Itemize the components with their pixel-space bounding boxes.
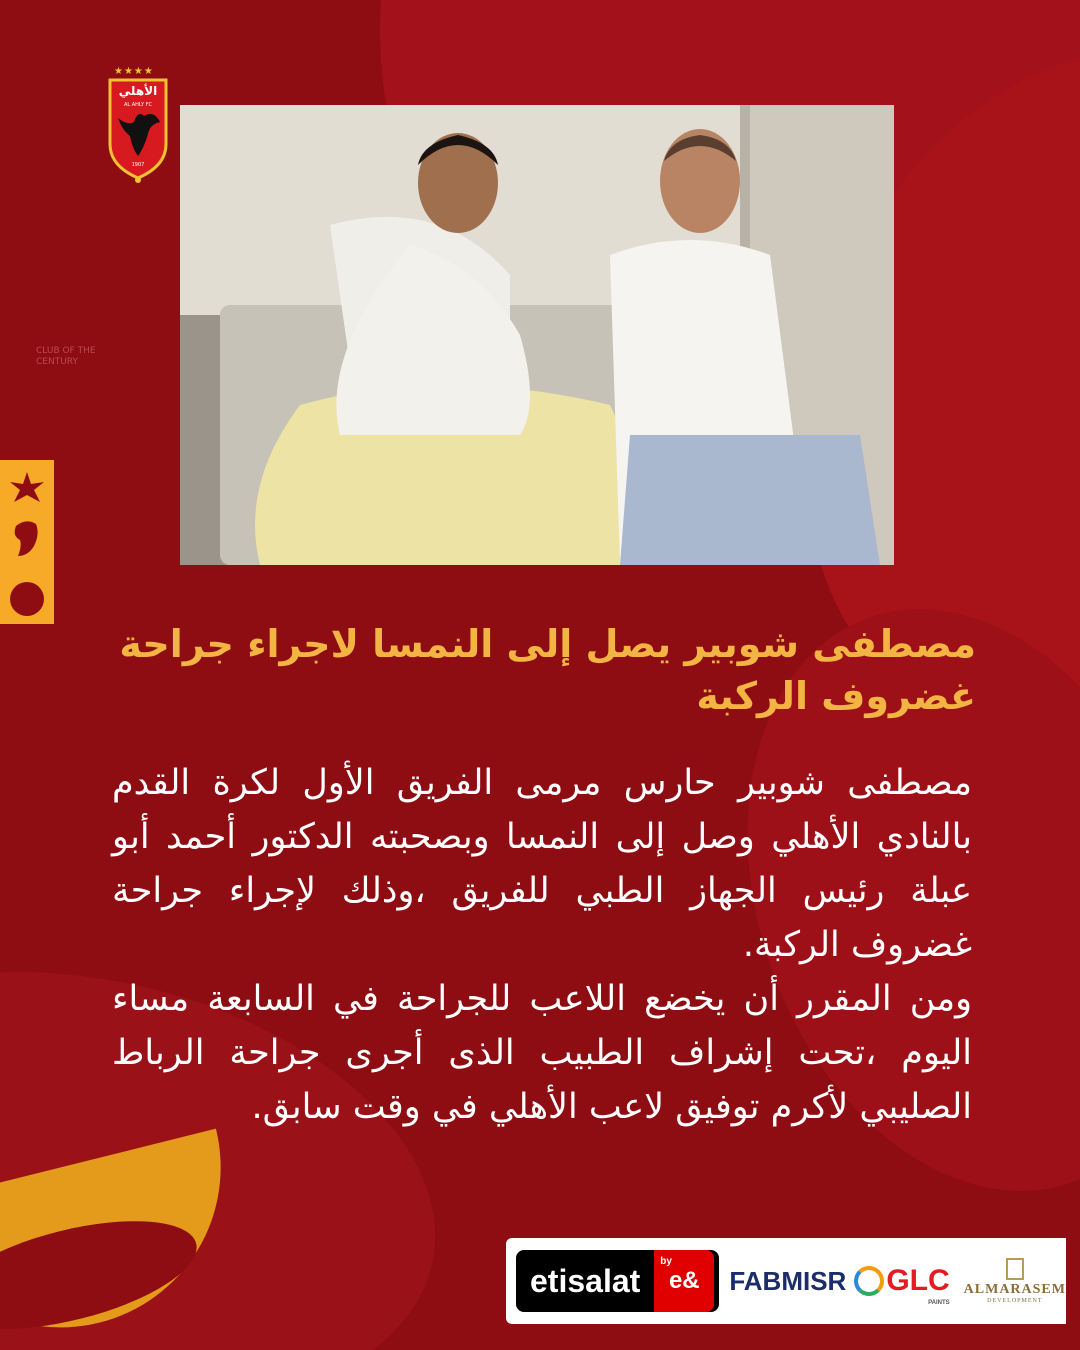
side-badge (0, 460, 54, 624)
logo-english-text: AL AHLY FC (123, 102, 153, 108)
glc-logo (854, 1264, 950, 1306)
glc-text: GLC (886, 1264, 950, 1297)
almarasem-text: ALMARASEM (963, 1282, 1066, 1297)
eand-logo (654, 1250, 714, 1312)
hospital-photo-image (180, 105, 894, 565)
logo-arabic-text: الأهلي (118, 84, 158, 98)
etisalat-logo (516, 1250, 719, 1312)
article-paragraph: مصطفى شوبير حارس مرمى الفريق الأول لكرة القدم بالنادي الأهلي وصل إلى النمسا وبصحبته الدكتور أحمد أبو عبلة رئيس الجهاز الطبي للفريق ،وذلك لإجراء جراحة غضروف الركبة. (112, 763, 972, 965)
almarasem-logo (964, 1258, 1066, 1304)
club-tagline: CLUB OF THE CENTURY (36, 346, 96, 367)
etisalat-name: etisalat (530, 1262, 641, 1299)
fabmisr-logo: FABMISR (729, 1265, 847, 1296)
logo-stars-icon: ★★★★ (114, 66, 154, 77)
article-paragraph: ومن المقرر أن يخضع اللاعب للجراحة في السابعة مساء اليوم ،تحت إشراف الطبيب الذى أجرى جراحة الرباط الصليبي لأكرم توفيق لاعب الأهلي في وقت سابق. (112, 979, 972, 1127)
glc-subtext: PAINTS (928, 1300, 950, 1306)
eand-text: e& (668, 1267, 700, 1294)
almarasem-icon (1006, 1258, 1024, 1280)
glc-ring-icon (854, 1266, 884, 1296)
etisalat-by: by (660, 1256, 672, 1267)
circle-icon (10, 582, 44, 616)
article-headline: مصطفى شوبير يصل إلى النمسا لاجراء جراحة غضروف الركبة (119, 622, 976, 718)
almarasem-subtext: DEVELOPMENT (987, 1298, 1043, 1304)
article-body (112, 756, 972, 1134)
article-photo (180, 105, 894, 565)
logo-year: 1907 (131, 162, 145, 168)
sponsors-bar (506, 1238, 1066, 1324)
club-logo (104, 66, 172, 186)
star-icon (0, 460, 54, 580)
